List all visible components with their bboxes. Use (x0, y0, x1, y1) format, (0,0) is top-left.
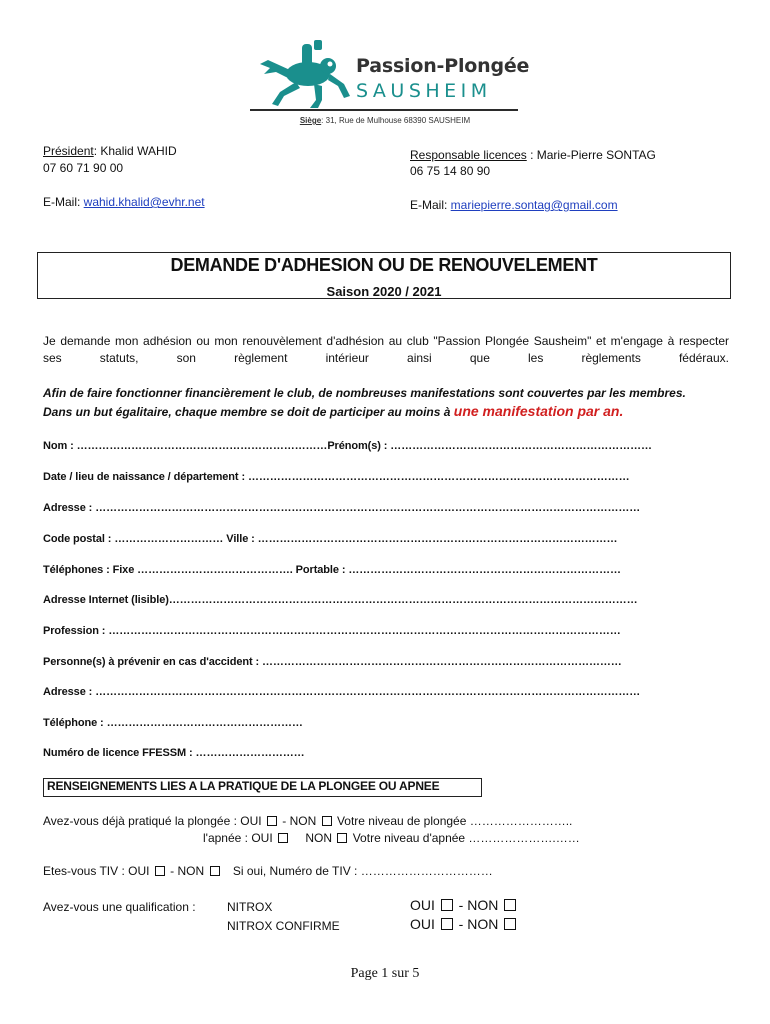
field-code-postal-ville[interactable]: Code postal : ………………………… Ville : ……………………………………………………………………………………… (43, 533, 618, 545)
nitrox-confirme-label: NITROX CONFIRME (227, 919, 340, 933)
notice-line-1: Afin de faire fonctionner financièrement le club, de nombreuses manifestations sont couvertes par les membres. (43, 386, 686, 400)
siege-address (0, 116, 770, 125)
field-profession[interactable]: Profession : …………………………………………………………………………………………………………………………… (43, 625, 621, 637)
season-label: Saison 2020 / 2021 (326, 284, 442, 299)
field-personne-a-prevenir[interactable]: Personne(s) à prévenir en cas d'accident : ……………………………………………………………………………………… (43, 656, 622, 668)
tiv-non-checkbox[interactable] (210, 866, 220, 876)
apnee-question: l'apnée : OUI (203, 831, 273, 845)
licences-line (410, 147, 656, 163)
licences-phone: 06 75 14 80 90 (410, 164, 491, 178)
intro-paragraph: Je demande mon adhésion ou mon renouvèlement d'adhésion au club "Passion Plongée Sausheim" et m'engage à respecter ses statuts, son règlement intérieur ainsi que les règlements fédéraux. (43, 334, 729, 365)
field-adresse-contact[interactable]: Adresse : …………………………………………………………………………………………………………………………………… (43, 686, 641, 698)
licences-name: : Marie-Pierre SONTAG (526, 148, 656, 162)
field-licence-ffessm[interactable]: Numéro de licence FFESSM : ………………………… (43, 747, 305, 759)
nitrox-oui-checkbox[interactable] (441, 899, 453, 911)
apnee-non-label: NON (305, 831, 333, 845)
nitrox-confirme-oui-checkbox[interactable] (441, 918, 453, 930)
apnee-non-checkbox[interactable] (337, 833, 347, 843)
licences-email-line (410, 197, 618, 213)
page-title: DEMANDE D'ADHESION OU DE RENOUVELEMENT (170, 255, 598, 275)
page-number: Page 1 sur 5 (350, 966, 420, 981)
tiv-question: Etes-vous TIV : OUI (43, 864, 150, 878)
nitrox-confirme-options (410, 916, 518, 932)
president-email-link[interactable]: wahid.khalid@evhr.net (83, 195, 205, 209)
nitrox-confirme-non-checkbox[interactable] (504, 918, 516, 930)
brand-town: SAUSHEIM (356, 80, 492, 102)
field-nom-prenom[interactable]: Nom : ……………………………………………………………Prénom(s) : ……………………………………………………………… (43, 440, 652, 452)
brand-name: Passion-Plongée (356, 55, 530, 77)
qualification-question: Avez-vous une qualification : (43, 900, 196, 914)
nitrox-non-label: - NON (458, 897, 499, 913)
field-naissance[interactable]: Date / lieu de naissance / département : …………………………………………………………………………………………… (43, 471, 630, 483)
plongee-oui-checkbox[interactable] (267, 816, 277, 826)
tiv-numero[interactable]: Si oui, Numéro de TIV : …………………………… (232, 864, 493, 878)
tiv-non-label: - NON (170, 864, 205, 878)
apnee-oui-checkbox[interactable] (278, 833, 288, 843)
apnee-niveau[interactable]: Votre niveau d'apnée ………………….…… (352, 831, 580, 845)
field-adresse-internet[interactable]: Adresse Internet (lisible)………………………………………………………………………………………………………………… (43, 594, 638, 606)
question-plongee (43, 814, 572, 828)
nitrox-options (410, 897, 518, 913)
nitrox-confirme-non-label: - NON (458, 916, 499, 932)
president-name: : Khalid WAHID (93, 144, 177, 158)
nitrox-non-checkbox[interactable] (504, 899, 516, 911)
notice-highlight: une manifestation par an. (453, 403, 624, 419)
plongee-non-checkbox[interactable] (322, 816, 332, 826)
tiv-oui-checkbox[interactable] (155, 866, 165, 876)
president-label: Président (43, 144, 94, 158)
plongee-niveau[interactable]: Votre niveau de plongée …………………….. (336, 814, 573, 828)
section-title: RENSEIGNEMENTS LIES A LA PRATIQUE DE LA PLONGEE OU APNEE (47, 779, 440, 793)
siege-label: Siège (299, 116, 322, 125)
siege-address-text: : 31, Rue de Mulhouse 68390 SAUSHEIM (321, 116, 471, 125)
notice-line-2 (43, 402, 623, 421)
president-email-label: E-Mail: (43, 195, 84, 209)
field-telephone-contact[interactable]: Téléphone : ……………………………………………… (43, 717, 303, 729)
licences-label: Responsable licences (410, 148, 527, 162)
field-telephones[interactable]: Téléphones : Fixe ……………………………………. Portable : ………………………………………………………………… (43, 564, 621, 576)
frog-diver-logo-icon (250, 30, 360, 112)
question-tiv (43, 864, 493, 878)
nitrox-label: NITROX (227, 900, 273, 914)
nitrox-confirme-oui-label: OUI (410, 916, 435, 932)
president-line (43, 143, 177, 159)
question-apnee (203, 831, 580, 845)
licences-email-link[interactable]: mariepierre.sontag@gmail.com (450, 198, 618, 212)
licences-email-label: E-Mail: (410, 198, 451, 212)
field-adresse[interactable]: Adresse : …………………………………………………………………………………………………………………………………… (43, 502, 641, 514)
plongee-non-label: - NON (282, 814, 317, 828)
logo-underline (250, 109, 518, 111)
president-phone: 07 60 71 90 00 (43, 161, 124, 175)
nitrox-oui-label: OUI (410, 897, 435, 913)
notice-text: Dans un but égalitaire, chaque membre se doit de participer au moins à (43, 405, 454, 419)
plongee-question: Avez-vous déjà pratiqué la plongée : OUI (43, 814, 262, 828)
president-email-line (43, 194, 205, 210)
